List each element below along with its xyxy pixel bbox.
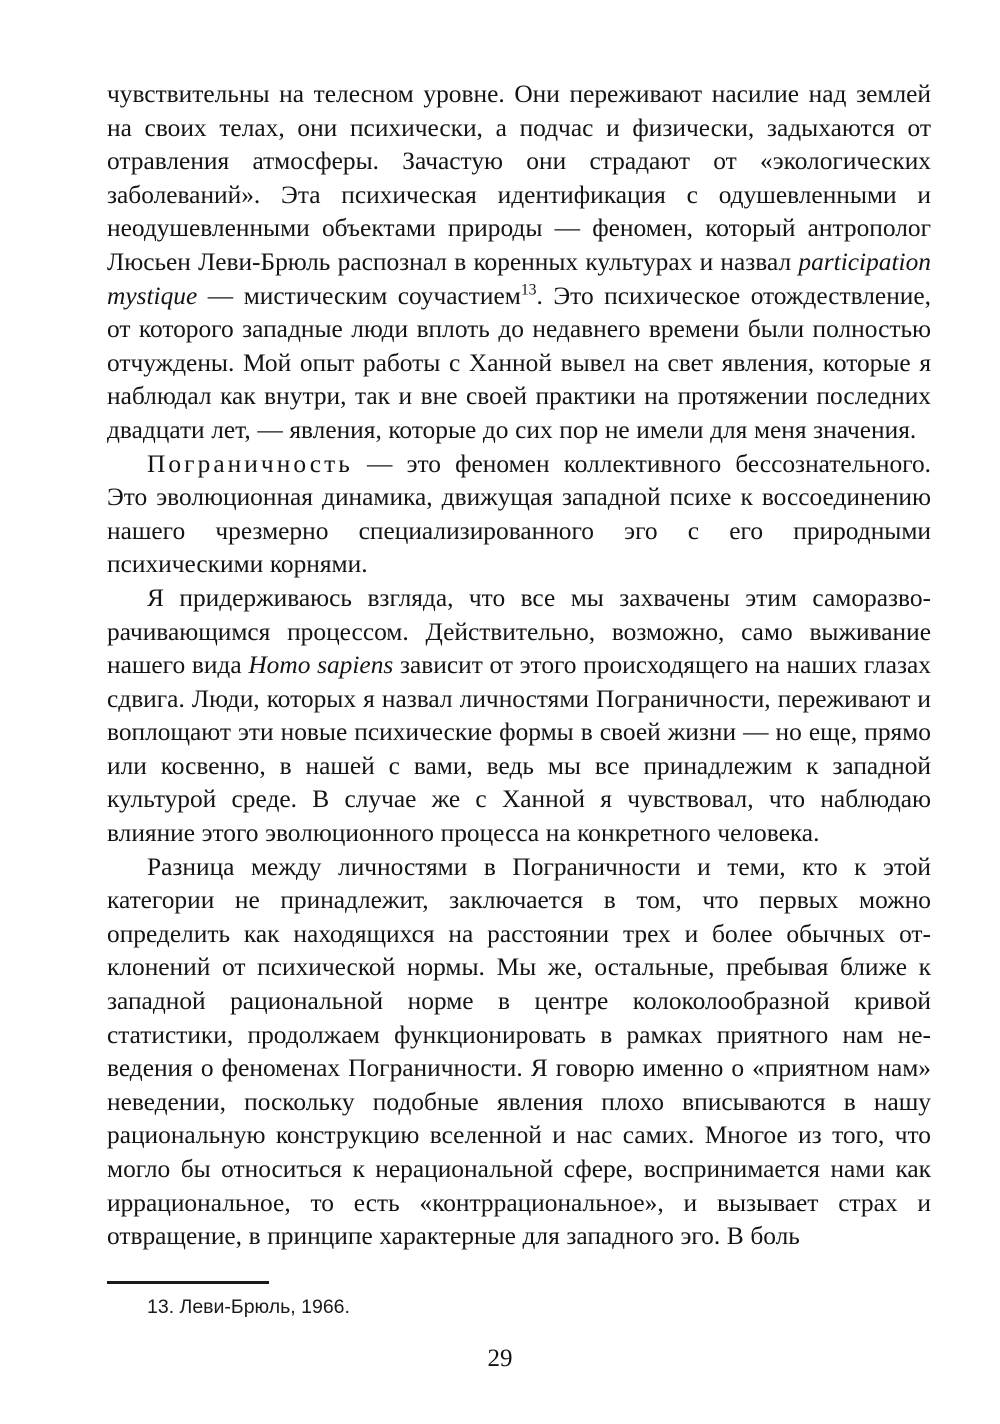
text-run: Разница между личностями в Пограничности и теми, кто к этой категории не принадлежит, заключается в том, что первых можно определить как находящихся на расстоянии трех и более обычных отклонений от психической нормы. Мы же, остальные, пребывая ближе к западной рациональной норме в центре колоколообразной кривой статистики, продолжаем функционировать в рамках приятного нам неведения о феноменах Пограничности. Я говорю именно о «приятном нам» неведении, поскольку подобные явления плохо вписываются в нашу рациональную конструкцию вселенной и нас самих. Многое из того, что могло бы относиться к нерациональной сфере, воспринимается нами как иррациональное, то есть «контррациональное», и вызывает страх и отвращение, в принципе характерные для западного эго. В боль: [107, 852, 931, 1251]
body-text-block: [107, 78, 931, 1254]
paragraph-continued: [107, 78, 931, 448]
page-number: 29: [487, 1345, 513, 1372]
footnote-reference-13[interactable]: 13: [520, 281, 537, 299]
footnote-separator-rule: [107, 1281, 269, 1284]
text-run: Я придерживаюсь взгляда, что все мы захвачены этим саморазворачивающимся процессом. Действительно, возможно, само выживание нашего вида: [107, 583, 931, 680]
footnote-area: [107, 1281, 931, 1320]
text-run: зависит от этого происходящего на наших глазах сдвига. Люди, которых я назвал личностями Пограничности, переживают и воплощают эти новые психические формы в своей жизни — но еще, прямо или косвенно, в нашей с вами, ведь мы все принадлежим к западной культурой среде. В случае же с Ханной я чувствовал, что наблюдаю влияние этого эволюционного процесса на конкретного человека.: [107, 651, 931, 848]
text-run: — это феномен коллективного бессознательного. Это эволюционная динамика, движущая западной психе к воссоединению нашего чрезмерно специализированного эго с его природными психическими корнями.: [107, 449, 931, 579]
emphasis-pogranichnost: Пограничность: [147, 449, 353, 478]
paragraph-homo-sapiens: [107, 582, 931, 851]
latin-phrase-homo-sapiens: Homo sapiens: [248, 651, 394, 680]
text-run: . Это психическое отождествление, от которого западные люди вплоть до недавнего времени были полностью отчуждены. Мой опыт работы с Ханной вывел на свет явления, которые я наблюдал как внутри, так и вне своей практики на протяжении последних двадцати лет, — явления, которые до сих пор не имели для меня значения.: [107, 281, 931, 444]
paragraph-raznitsa: [107, 851, 931, 1254]
text-run: чувствительны на телесном уровне. Они переживают насилие над землей на своих телах, они психически, а подчас и физически, задыхаются от отравления атмосферы. Зачастую они страдают от «экологических заболеваний». Эта психическая идентификация с одушевленными и неодушевленными объектами природы — феномен, который антрополог Люсьен Леви-Брюль распознал в коренных культурах и назвал: [107, 80, 931, 276]
latin-phrase-participation-mystique: participation mystique: [107, 247, 931, 310]
text-run: — мистическим соучастием: [197, 281, 521, 310]
footnote-item: 13. Леви-Брюль, 1966.: [147, 1296, 350, 1318]
paragraph-pogranichnost: [107, 448, 931, 582]
